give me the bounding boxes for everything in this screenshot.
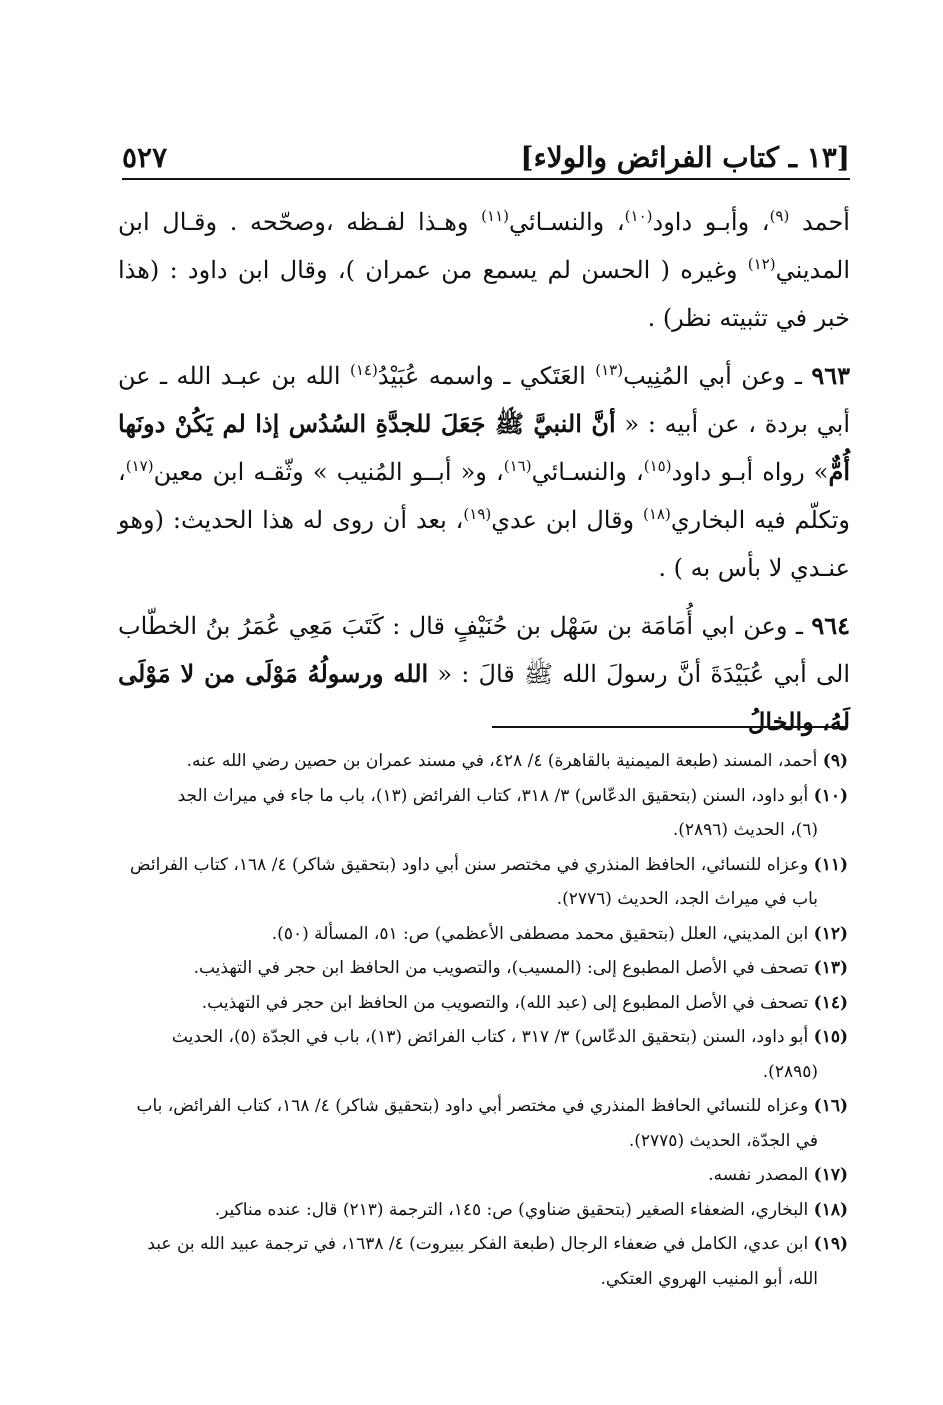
footnote-text: المصدر نفسه. [708, 1165, 809, 1185]
footnote [110, 1020, 848, 1089]
text-segment: » رواه أبـو داود [671, 458, 829, 486]
footnote-ref: (١٣) [595, 361, 624, 379]
footnote-number: (١٦) [813, 1096, 848, 1116]
footnote-number: (١٥) [813, 1027, 848, 1047]
footnote-ref: (١٥) [643, 457, 672, 475]
footnote-number: (١٤) [813, 992, 848, 1013]
main-text [118, 198, 850, 756]
footnote-text: أحمد، المسند (طبعة الميمنية بالقاهرة) ٤/ ٤٢٨، في مسند عمران بن حصين رضي الله عنه. [186, 751, 818, 771]
chapter-title: [١٣ ـ كتاب الفرائض والولاء] [520, 141, 850, 174]
hadith-text: الله ورسولُهُ مَوْلَى من لا مَوْلَى لَهُ، والخالُ [118, 659, 850, 736]
footnote-text: ابن عدي، الكامل في ضعفاء الرجال (طبعة الفكر ببيروت) ٤/ ١٦٣٨، في ترجمة عبيد الله بن عبد [147, 1234, 809, 1254]
text-segment: ، بعد أن روى له هذا الحديث: (وهو عنـدي لا بأس به ) . [118, 506, 850, 582]
footnote-ref: (٩) [769, 207, 790, 225]
footnote-text: أبو داود، السنن (بتحقيق الدعّاس) ٣/ ٣١٧ ، كتاب الفرائض (١٣)، باب في الجدّة (٥)، الحديث [171, 1027, 809, 1047]
footnote-number: (١٩) [813, 1234, 848, 1254]
header-divider [122, 178, 850, 180]
footnotes [110, 744, 848, 1296]
text-segment: ، والنسـائي [509, 208, 625, 236]
footnote-number: (١٠) [813, 785, 848, 806]
text-segment: أحمد [802, 208, 850, 236]
footnote-text: وعزاه للنسائي، الحافظ المنذري في مختصر سنن أبي داود (بتحقيق شاكر) ٤/ ١٦٨، كتاب الفرائض [130, 854, 809, 875]
footnote-text: ابن المديني، العلل (بتحقيق محمد مصطفى الأعظمي) ص: ٥١، المسألة (٥٠). [271, 923, 809, 944]
hadith-number: ٩٦٣ [811, 361, 851, 390]
text-segment: وقال ابن عدي [491, 506, 635, 534]
text-segment: ، وتكلّم فيه البخاري [118, 458, 850, 534]
footnote [110, 917, 848, 952]
footnote-ref: (١٢) [747, 255, 776, 273]
text-segment: وهـذا لفـظه ،وصحّحه . وقـال ابن المديني [118, 208, 850, 284]
footnote-text: تصحف في الأصل المطبوع إلى (عبد الله)، والتصويب من الحافظ ابن حجر في التهذيب. [201, 992, 809, 1013]
footnote-text: وعزاه للنسائي الحافظ المنذري في مختصر أبي داود (بتحقيق شاكر) ٤/ ١٦٨، كتاب الفرائض، باب [136, 1096, 809, 1116]
footnote-number: (١٨) [813, 1199, 848, 1220]
footnote-ref: (١٧) [125, 457, 154, 475]
footnote [110, 1089, 848, 1158]
text-segment: ـ وعن أبي المُنِيب [623, 362, 802, 390]
text-segment: ، وأبـو داود [652, 208, 770, 236]
footnote-number: (١٣) [813, 958, 848, 978]
text-segment: ، والنسـائي [531, 458, 644, 486]
text-segment: ـ وعن ابي أُمَامَة بن سَهْل بن حُنَيْفٍ قال : كَتَبَ مَعِي عُمَرُ بنُ الخطّاب الى أبي عُبَيْدَةَ أنَّ رسولَ الله ﷺ قالَ : « [118, 612, 851, 688]
footnote-continuation: باب في ميراث الجد، الحديث (٢٧٧٦). [556, 889, 818, 909]
footnote [110, 779, 848, 848]
footnote-ref: (١٠) [624, 207, 653, 225]
footnote [110, 1158, 848, 1193]
footnote-ref: (١٤) [350, 361, 378, 379]
hadith-number: ٩٦٤ [811, 611, 850, 640]
paragraph-1 [118, 198, 850, 342]
footnote-divider [492, 726, 846, 728]
text-segment: ، و« أبــو المُنيب » وثّقـه ابن معين [153, 458, 504, 486]
text-segment: الله بن عبـد الله ـ عن أبي بردة ، عن أبيه : « [118, 362, 851, 438]
page-header [122, 128, 850, 174]
footnote [110, 1193, 848, 1228]
footnote [110, 744, 848, 779]
footnote [110, 848, 848, 917]
footnote-number: (١٢) [813, 923, 848, 944]
footnote [110, 1227, 848, 1296]
paragraph-963 [118, 352, 850, 592]
footnote-number: (٩) [822, 751, 848, 771]
footnote [110, 986, 848, 1021]
hadith-text: أنَّ النبيَّ ﷺ جَعَلَ للجدَّةِ السُدُس إذا لم يَكُنْ دونَها أُمٌّ [118, 409, 850, 486]
footnote-ref: (١٦) [503, 457, 532, 475]
page-number: ٥٢٧ [122, 141, 168, 174]
footnote-ref: (١٨) [643, 505, 671, 523]
footnote [110, 951, 848, 986]
footnote-number: (١٧) [813, 1165, 848, 1185]
footnote-continuation: (٦)، الحديث (٢٨٩٦). [672, 820, 818, 840]
footnote-text: أبو داود، السنن (بتحقيق الدعّاس) ٣/ ٣١٨، كتاب الفرائض (١٣)، باب ما جاء في ميراث الجد [177, 785, 809, 806]
footnote-text: تصحف في الأصل المطبوع إلى: (المسيب)، والتصويب من الحافظ ابن حجر في التهذيب. [193, 958, 809, 978]
footnote-number: (١١) [813, 854, 848, 875]
text-segment: وغيره ( الحسن لم يسمع من عمران )، وقال ابن داود : (هذا خبر في تثبيته نظر) . [118, 256, 850, 332]
footnote-continuation: (٢٨٩٥). [762, 1061, 818, 1082]
footnote-ref: (١٩) [463, 505, 492, 523]
paragraph-964 [118, 602, 850, 746]
footnote-continuation: في الجدّة، الحديث (٢٧٧٥). [628, 1130, 818, 1151]
footnote-continuation: الله، أبو المنيب الهروي العتكي. [600, 1268, 818, 1289]
text-segment: العَتَكي ـ واسمه عُبَيْدُ [377, 362, 586, 390]
footnote-text: البخاري، الضعفاء الصغير (بتحقيق ضناوي) ص: ١٤٥، الترجمة (٢١٣) قال: عنده مناكير. [214, 1199, 809, 1220]
footnote-ref: (١١) [481, 207, 509, 225]
